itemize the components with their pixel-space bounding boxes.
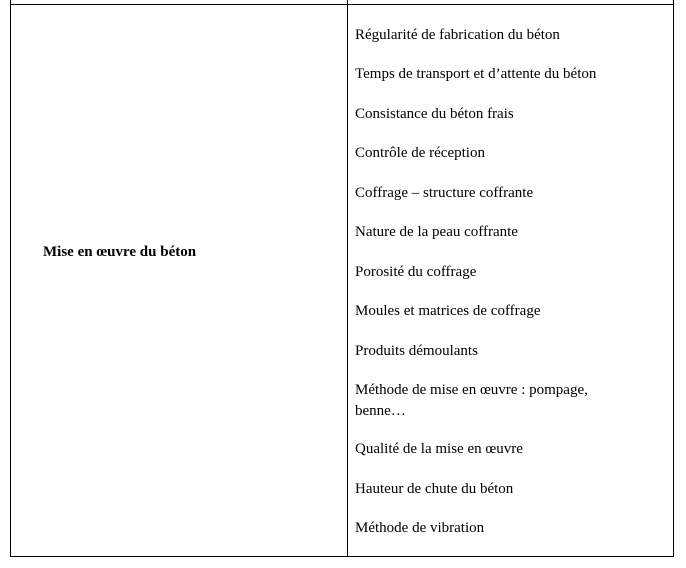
list-item: Nature de la peau coffrante	[355, 224, 518, 240]
list-item: Contrôle de réception	[355, 145, 485, 161]
row-header-cell: Mise en œuvre du béton	[43, 244, 197, 260]
list-item: Hauteur de chute du béton	[355, 481, 514, 497]
list-item: Porosité du coffrage	[355, 264, 477, 280]
list-item: Régularité de fabrication du béton	[355, 27, 560, 43]
column-divider	[347, 0, 348, 557]
list-item: Moules et matrices de coffrage	[355, 303, 541, 319]
list-item: Temps de transport et d’attente du béton	[355, 66, 597, 82]
list-item: Qualité de la mise en œuvre	[355, 441, 523, 457]
list-item: Consistance du béton frais	[355, 106, 514, 122]
list-item: Coffrage – structure coffrante	[355, 185, 534, 201]
list-item: Méthode de mise en œuvre : pompage, benne…	[355, 382, 588, 419]
list-item: Méthode de vibration	[355, 520, 485, 536]
list-item: Produits démoulants	[355, 343, 478, 359]
